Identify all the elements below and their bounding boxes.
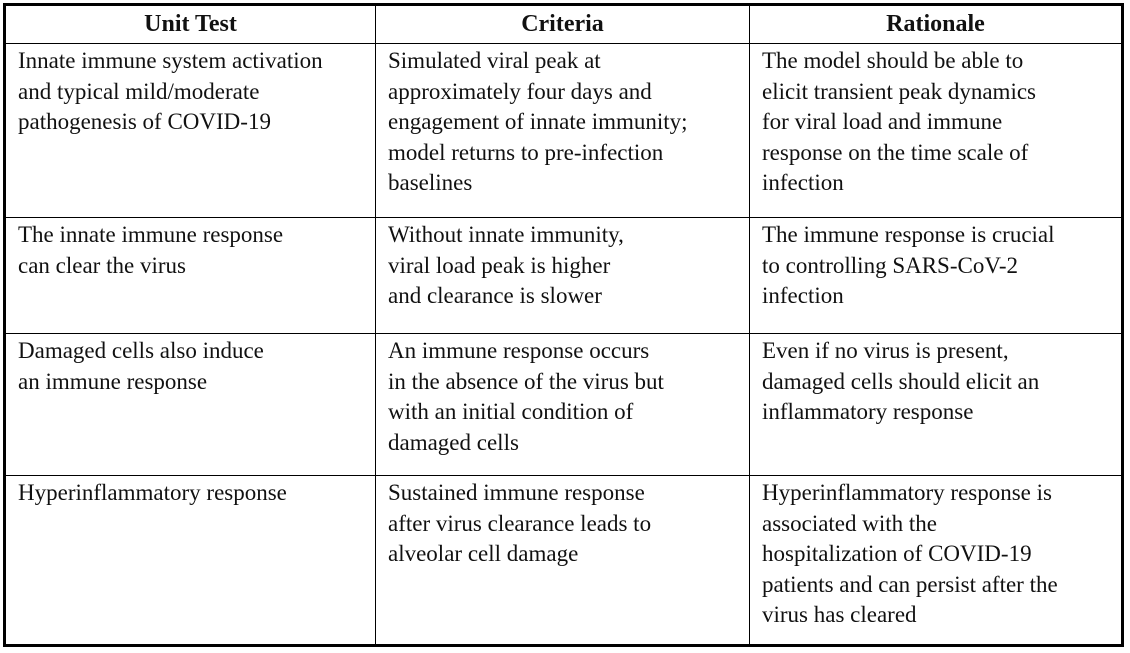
text-line: The immune response is crucial xyxy=(762,222,1055,247)
header-rationale: Rationale xyxy=(750,6,1121,44)
text-line: Innate immune system activation xyxy=(18,48,323,73)
text-line: hospitalization of COVID-19 xyxy=(762,541,1032,566)
text-line: damaged cells should elicit an xyxy=(762,368,1040,394)
text-line: elicit transient peak dynamics xyxy=(762,78,1036,104)
text-line: an immune response xyxy=(18,368,208,394)
text-line: response on the time scale of xyxy=(762,139,1029,165)
row-2-rationale xyxy=(750,218,1121,334)
row-3-unit-test xyxy=(6,334,376,476)
text-line: and clearance is slower xyxy=(388,283,602,308)
text-line: model returns to pre-infection xyxy=(388,139,664,165)
text-line: engagement of innate immunity; xyxy=(388,109,688,134)
text-line: The model should be able to xyxy=(762,48,1024,73)
text-line: for viral load and immune xyxy=(762,109,1003,134)
text-line: Hyperinflammatory response is xyxy=(762,480,1052,505)
text-line: An immune response occurs xyxy=(388,338,650,363)
text-line: Without innate immunity, xyxy=(388,222,624,247)
header-unit-test: Unit Test xyxy=(6,6,376,44)
row-1-rationale xyxy=(750,44,1121,218)
text-line: inflammatory response xyxy=(762,399,974,424)
row-3-rationale xyxy=(750,334,1121,476)
text-line: baselines xyxy=(388,170,473,195)
text-line: infection xyxy=(762,170,844,195)
text-line: Even if no virus is present, xyxy=(762,338,1009,363)
text-line: approximately four days and xyxy=(388,78,652,104)
row-1-criteria xyxy=(376,44,750,218)
row-4-criteria xyxy=(376,476,750,644)
text-line: infection xyxy=(762,283,844,308)
text-line: alveolar cell damage xyxy=(388,541,579,566)
text-line: with an initial condition of xyxy=(388,399,634,424)
row-2-unit-test xyxy=(6,218,376,334)
text-line: The innate immune response xyxy=(18,222,284,247)
text-line: pathogenesis of COVID-19 xyxy=(18,109,271,134)
text-line: can clear the virus xyxy=(18,252,186,278)
row-1-unit-test xyxy=(6,44,376,218)
text-line: virus has cleared xyxy=(762,602,917,627)
text-line: viral load peak is higher xyxy=(388,252,611,278)
text-line: patients and can persist after the xyxy=(762,571,1058,597)
text-line: in the absence of the virus but xyxy=(388,368,664,394)
text-line: Simulated viral peak at xyxy=(388,48,601,73)
text-line: to controlling SARS-CoV-2 xyxy=(762,252,1019,278)
text-line: associated with the xyxy=(762,510,938,536)
row-4-unit-test xyxy=(6,476,376,644)
text-line: and typical mild/moderate xyxy=(18,78,260,104)
text-line: Hyperinflammatory response xyxy=(18,480,287,505)
row-3-criteria xyxy=(376,334,750,476)
row-2-criteria xyxy=(376,218,750,334)
header-criteria: Criteria xyxy=(376,6,750,44)
row-4-rationale xyxy=(750,476,1121,644)
text-line: Damaged cells also induce xyxy=(18,338,264,363)
text-line: after virus clearance leads to xyxy=(388,510,652,536)
text-line: Sustained immune response xyxy=(388,480,645,505)
unit-test-table xyxy=(3,3,1124,647)
text-line: damaged cells xyxy=(388,429,519,455)
